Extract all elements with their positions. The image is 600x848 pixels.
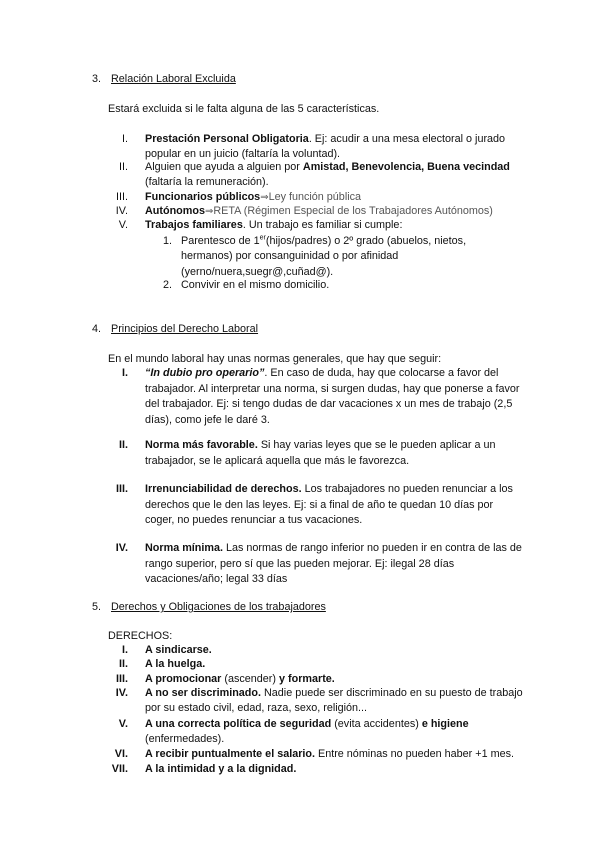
section-number: 4. [92,323,102,335]
list-number: IV. [115,687,128,699]
section-4-heading [92,322,258,337]
section-3-intro: Estará excluida si le falta alguna de las 5 características. [108,103,380,115]
list-number: III. [116,483,128,495]
list-text: A promocionar (ascender) y formarte. [145,673,335,685]
list-number: VII. [111,763,128,775]
arrow-icon: ⇒ [204,206,214,217]
section-5-heading [92,600,326,615]
list-text: A no ser discriminado. Nadie puede ser discriminado en su puesto de trabajo por su estado civil, edad, raza, sexo, religión... [145,687,523,715]
list-text: Funcionarios públicos⇒Ley función pública [145,191,362,203]
list-text: Autónomos⇒RETA (Régimen Especial de los Trabajadores Autónomos) [145,205,493,217]
list-text: A la intimidad y a la dignidad. [145,763,297,775]
section-3-heading [92,72,236,87]
list-number: I. [122,367,128,379]
list-number: I. [122,133,128,145]
sublist-number: 2. [163,279,173,291]
list-number: V. [118,219,128,231]
list-text: Prestación Personal Obligatoria. Ej: acudir a una mesa electoral o jurado popular en un juicio (faltaría la voluntad). [145,133,506,160]
list-number: II. [119,439,128,451]
list-number: I. [122,644,128,656]
list-number: IV. [115,542,128,554]
arrow-icon: ⇒ [260,192,269,203]
sublist-text: Convivir en el mismo domicilio. [181,279,330,291]
sublist-number: 1. [163,235,173,247]
list-text: A la huelga. [145,658,206,670]
list-text: A una correcta política de seguridad (evita accidentes) e higiene (enfermedades). [145,718,469,746]
list-text: Alguien que ayuda a alguien por Amistad, Benevolencia, Buena vecindad (faltaría la remuneración). [145,161,510,188]
list-text: Irrenunciabilidad de derechos. Los trabajadores no pueden renunciar a los derechos que le den las leyes. Ej: si a final de año te quedan 10 días por coger, no puedes renunciar a tus vacaciones. [145,483,513,527]
list-number: VI. [114,748,128,760]
list-text: Trabajos familiares. Un trabajo es familiar si cumple: [145,219,403,231]
sublist-text: Parentesco de 1er(hijos/padres) o 2º grado (abuelos, nietos, hermanos) por consanguinidad o por afinidad (yerno/nuera,suegr@,cuñad@). [181,234,467,278]
section-title: Derechos y Obligaciones de los trabajadores [111,601,326,613]
list-number: III. [116,673,128,685]
section-number: 3. [92,73,102,85]
list-text: “In dubio pro operario”. En caso de duda, hay que colocarse a favor del trabajador. Al interpretar una norma, si surgen dudas, hay que ponerse a favor del trabajador. Ej: si tengo dudas de dar vacaciones x un mes de trabajo (2,5 días), como jefe le daré 3. [145,367,520,426]
list-number: II. [119,658,128,670]
list-number: III. [116,191,128,203]
list-number: V. [118,718,128,730]
section-title: Principios del Derecho Laboral [111,323,259,335]
list-text: Norma más favorable. Si hay varias leyes que se le pueden aplicar a un trabajador, se le aplicará aquella que más le favorezca. [145,439,496,467]
list-text: A sindicarse. [145,644,212,656]
section-title: Relación Laboral Excluida [111,73,236,85]
list-number: IV. [115,205,128,217]
list-number: II. [119,161,128,173]
section-5-intro: DERECHOS: [108,630,173,642]
section-4-intro: En el mundo laboral hay unas normas generales, que hay que seguir: [108,353,442,365]
list-text: A recibir puntualmente el salario. Entre nóminas no pueden haber +1 mes. [145,748,514,760]
list-text: Norma mínima. Las normas de rango inferior no pueden ir en contra de las de rango superior, pero sí que las pueden mejorar. Ej: ilegal 28 días vacaciones/año; legal 33 días [145,542,522,586]
section-number: 5. [92,601,102,613]
